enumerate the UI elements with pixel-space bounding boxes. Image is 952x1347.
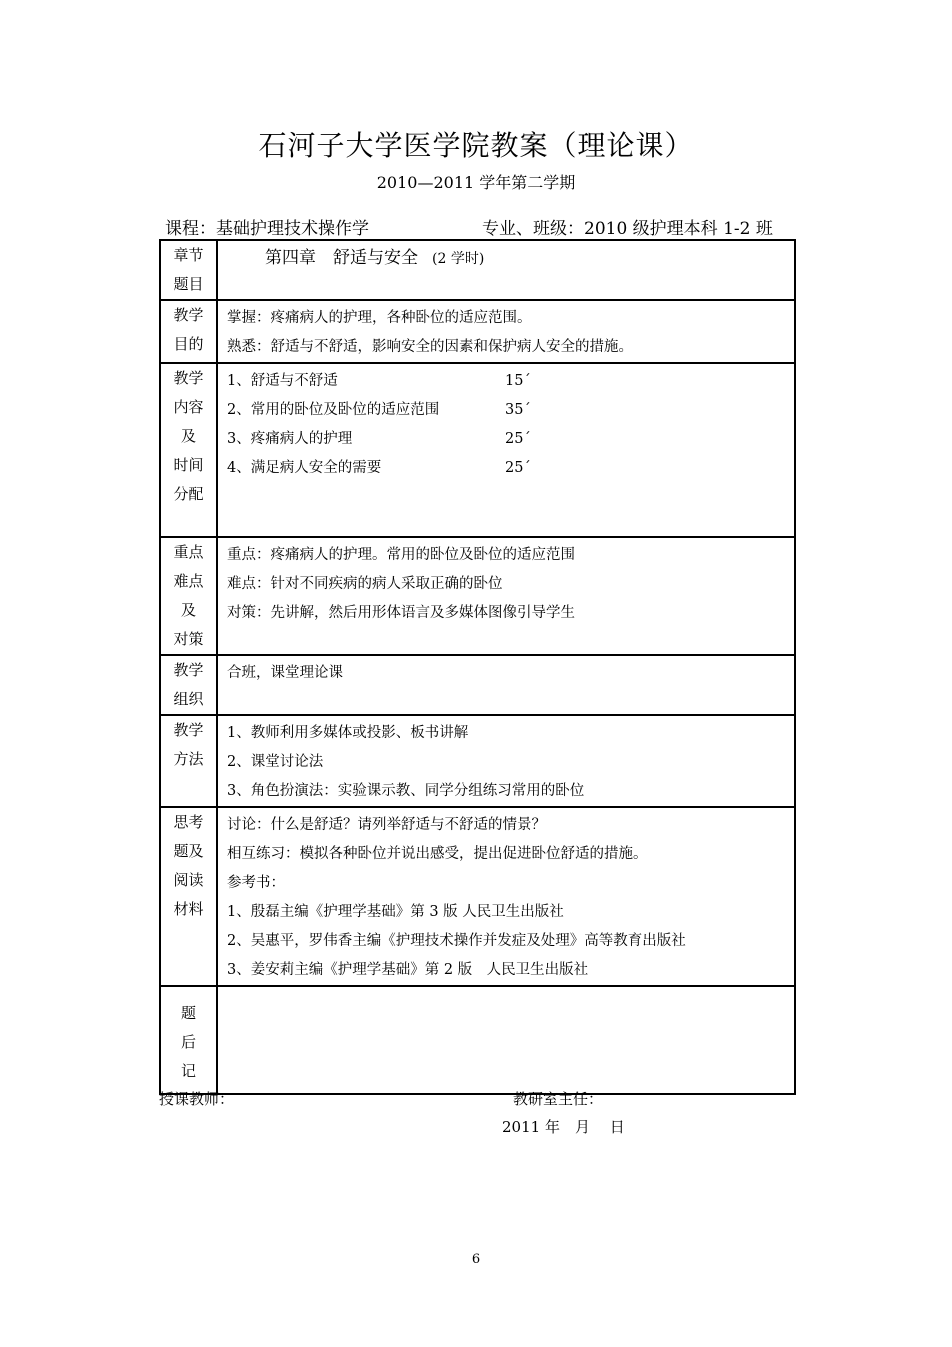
content-time: 15´ (505, 373, 531, 389)
reading-line: 1、殷磊主编《护理学基础》第 3 版 人民卫生出版社 (227, 904, 564, 920)
content-label: 教学 内容 及 时间 分配 (160, 363, 217, 537)
key-point-line: 难点：针对不同疾病的病人采取正确的卧位 (227, 576, 503, 592)
content-item: 4、满足病人安全的需要 25´ (227, 460, 531, 476)
organization-row (160, 655, 795, 715)
reading-line: 3、姜安莉主编《护理学基础》第 2 版 人民卫生出版社 (227, 962, 589, 978)
content-item: 1、舒适与不舒适 15´ (227, 373, 531, 389)
postscript-label: 题 后 记 (160, 986, 217, 1094)
chapter-cell (217, 240, 795, 300)
director-signature-label: 教研室主任： (513, 1090, 604, 1108)
objective-line: 掌握：疼痛病人的护理，各种卧位的适应范围。 (227, 310, 532, 326)
content-time: 25´ (505, 460, 531, 476)
key-point-line: 重点：疼痛病人的护理。常用的卧位及卧位的适应范围 (227, 547, 575, 563)
content-time: 25´ (505, 431, 531, 447)
content-time: 35´ (505, 402, 531, 418)
reading-line: 相互练习：模拟各种卧位并说出感受，提出促进卧位舒适的措施。 (227, 846, 648, 862)
chapter-label: 章节 题目 (160, 240, 217, 300)
signature-date: 2011 年 月 日 (502, 1118, 625, 1136)
key-point-line: 对策：先讲解，然后用形体语言及多媒体图像引导学生 (227, 605, 575, 621)
key-points-label: 重点 难点 及 对策 (160, 537, 217, 655)
reading-line: 2、吴惠平，罗伟香主编《护理技术操作并发症及处理》高等教育出版社 (227, 933, 686, 949)
methods-cell (217, 715, 795, 807)
page-number: 6 (471, 1252, 481, 1267)
postscript-cell (217, 986, 795, 1094)
method-line: 3、角色扮演法：实验课示教、同学分组练习常用的卧位 (227, 783, 585, 799)
lesson-plan-table (159, 239, 796, 1095)
content-item: 3、疼痛病人的护理 25´ (227, 431, 531, 447)
chapter-hours: (2 学时) (432, 251, 485, 267)
teacher-signature-label: 授课教师： (159, 1090, 235, 1108)
objectives-label: 教学 目的 (160, 300, 217, 363)
organization-line: 合班，课堂理论课 (227, 665, 343, 681)
method-line: 1、教师利用多媒体或投影、板书讲解 (227, 725, 469, 741)
method-line: 2、课堂讨论法 (227, 754, 324, 770)
content-cell (217, 363, 795, 537)
methods-label: 教学 方法 (160, 715, 217, 807)
chapter-row (160, 240, 795, 300)
objective-line: 熟悉：舒适与不舒适，影响安全的因素和保护病人安全的措施。 (227, 339, 633, 355)
semester-subtitle: 2010—2011 学年第二学期 (376, 173, 576, 192)
organization-label: 教学 组织 (160, 655, 217, 715)
postscript-row (160, 986, 795, 1094)
document-title: 石河子大学医学院教案（理论课） (258, 129, 694, 162)
organization-cell (217, 655, 795, 715)
content-row (160, 363, 795, 537)
reading-cell (217, 807, 795, 986)
objectives-row (160, 300, 795, 363)
key-points-row (160, 537, 795, 655)
key-points-cell (217, 537, 795, 655)
content-item: 2、常用的卧位及卧位的适应范围 35´ (227, 402, 531, 418)
reading-line: 讨论：什么是舒适？请列举舒适与不舒适的情景？ (227, 817, 546, 833)
chapter-title: 第四章 舒适与安全 (2 学时) (265, 248, 485, 268)
objectives-cell (217, 300, 795, 363)
course-name: 课程：基础护理技术操作学 (165, 219, 369, 239)
reading-row (160, 807, 795, 986)
reading-line: 参考书： (227, 875, 285, 891)
methods-row (160, 715, 795, 807)
reading-label: 思考 题及 阅读 材料 (160, 807, 217, 986)
major-class: 专业、班级：2010 级护理本科 1-2 班 (482, 219, 773, 239)
